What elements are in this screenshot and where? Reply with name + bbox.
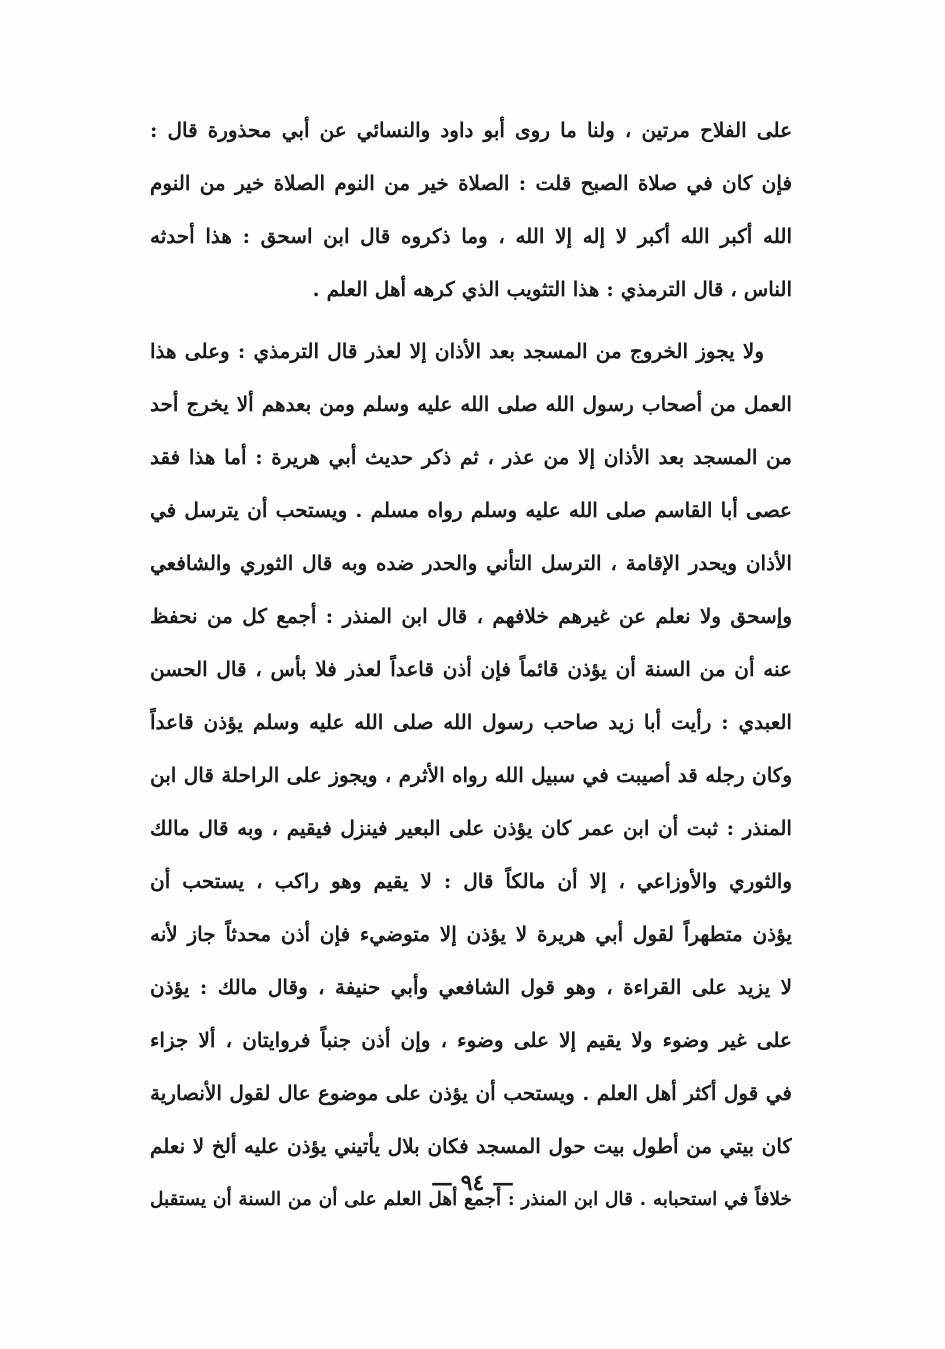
- paragraph-2: [150, 325, 792, 1226]
- text-line: وكان رجله قد أصيبت في سبيل الله رواه الأثرم ، ويجوز على الراحلة قال ابن: [150, 763, 792, 787]
- paragraph-1: [150, 104, 792, 316]
- text-line: المنذر : ثبت أن ابن عمر كان يؤذن على البعير فينزل فيقيم ، وبه قال مالك: [150, 816, 792, 840]
- text-line: عصى أبا القاسم صلى الله عليه وسلم رواه مسلم . ويستحب أن يترسل في: [150, 498, 792, 522]
- text-line: والثوري والأوزاعي ، إلا أن مالكاً قال : لا يقيم وهو راكب ، يستحب أن: [150, 869, 792, 893]
- text-line: من المسجد بعد الأذان إلا من عذر ، ثم ذكر حديث أبي هريرة : أما هذا فقد: [150, 445, 792, 469]
- text-line: العبدي : رأيت أبا زيد صاحب رسول الله صلى الله عليه وسلم يؤذن قاعداً: [150, 710, 792, 734]
- text-line: عنه أن من السنة أن يؤذن قائماً فإن أذن قاعداً لعذر فلا بأس ، قال الحسن: [150, 657, 792, 681]
- text-line: فإن كان في صلاة الصبح قلت : الصلاة خير من النوم الصلاة خير من النوم: [150, 171, 792, 195]
- text-line: ولا يجوز الخروج من المسجد بعد الأذان إلا لعذر قال الترمذي : وعلى هذا: [150, 339, 764, 363]
- text-line: وإسحق ولا نعلم عن غيرهم خلافهم ، قال ابن المنذر : أجمع كل من نحفظ: [150, 604, 792, 628]
- text-line: الناس ، قال الترمذي : هذا التثويب الذي كرهه أهل العلم .: [312, 277, 792, 301]
- text-line: يؤذن متطهراً لقول أبي هريرة لا يؤذن إلا متوضيء فإن أذن محدثاً جاز لأنه: [150, 922, 792, 946]
- text-line: لا يزيد على القراءة ، وهو قول الشافعي وأبي حنيفة ، وقال مالك : يؤذن: [150, 975, 792, 999]
- text-line: الله أكبر الله أكبر لا إله إلا الله ، وما ذكروه قال ابن اسحق : هذا أحدثه: [150, 224, 792, 248]
- text-line: العمل من أصحاب رسول الله صلى الله عليه وسلم ومن بعدهم ألا يخرج أحد: [150, 392, 792, 416]
- text-line: على الفلاح مرتين ، ولنا ما روى أبو داود والنسائي عن أبي محذورة قال :: [150, 118, 792, 142]
- text-line: خلافاً في استحبابه . قال ابن المنذر : أجمع أهل العلم على أن من السنة أن يستقبل: [150, 1189, 792, 1210]
- text-line: كان بيتي من أطول بيت حول المسجد فكان بلال يأتيني يؤذن عليه ألخ لا نعلم: [150, 1134, 792, 1158]
- text-line: في قول أكثر أهل العلم . ويستحب أن يؤذن على موضوع عال لقول الأنصارية: [150, 1081, 792, 1105]
- page-number: — ٩٤ —: [431, 1170, 514, 1196]
- text-line: الأذان ويحدر الإقامة ، الترسل التأني والحدر ضده وبه قال الثوري والشافعي: [150, 551, 792, 575]
- text-line: على غير وضوء ولا يقيم إلا على وضوء ، وإن أذن جنباً فروايتان ، ألا جزاء: [150, 1028, 792, 1052]
